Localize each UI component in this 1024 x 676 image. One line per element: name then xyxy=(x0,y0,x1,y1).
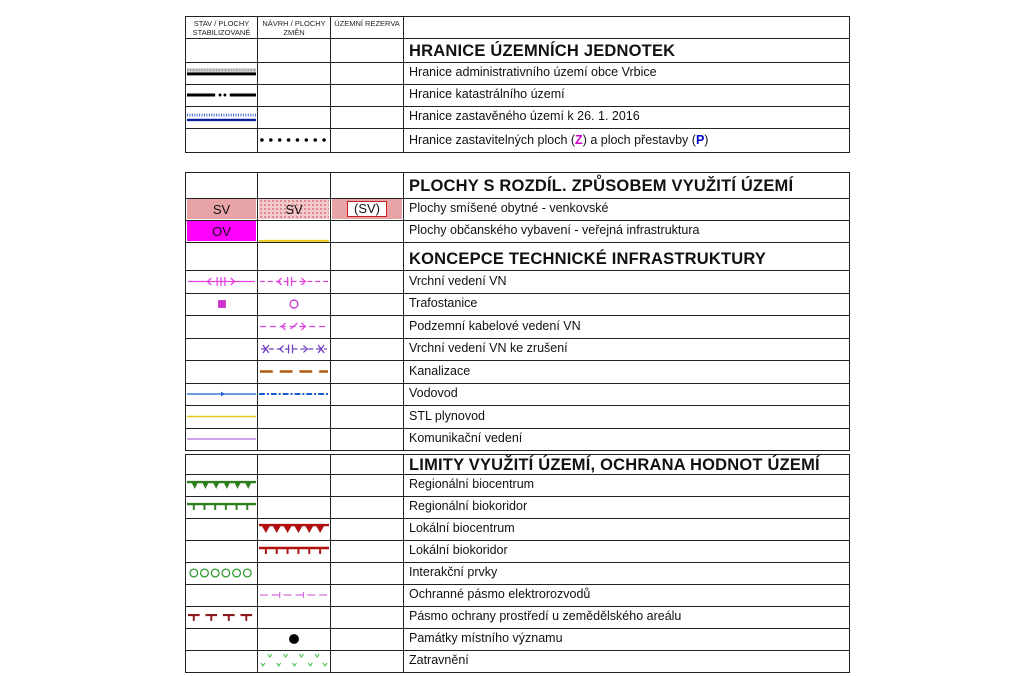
symbol-stav xyxy=(185,474,258,496)
section-row xyxy=(185,172,850,198)
transformer-station-proposed-symbol xyxy=(258,293,330,315)
legend-row xyxy=(185,428,850,450)
legend-label: Lokální biokoridor xyxy=(404,540,850,562)
sewer-symbol xyxy=(258,360,330,383)
spacer-row xyxy=(185,152,850,172)
legend-label: Regionální biocentrum xyxy=(404,474,850,496)
legend-label: Památky místního významu xyxy=(404,628,850,650)
legend-row xyxy=(185,360,850,383)
z-marker: Z xyxy=(575,133,583,147)
symbol-navrh xyxy=(258,540,331,562)
symbol-stav xyxy=(185,106,258,128)
symbol-stav xyxy=(185,383,258,405)
symbol-stav xyxy=(185,220,258,242)
legend-row xyxy=(185,293,850,315)
grassland-symbol xyxy=(258,650,330,672)
symbol-navrh xyxy=(258,198,331,220)
column-header-row xyxy=(185,16,850,38)
legend-row xyxy=(185,106,850,128)
legend-label: Interakční prvky xyxy=(404,562,850,584)
legend-row xyxy=(185,198,850,220)
sv-swatch-navrh: SV xyxy=(259,199,329,219)
legend-row xyxy=(185,270,850,293)
sv-swatch-stav: SV xyxy=(187,199,256,219)
legend-label: Vodovod xyxy=(404,383,850,405)
symbol-rezerva xyxy=(331,198,404,220)
symbol-stav xyxy=(185,62,258,84)
legend-label: Vrchní vedení VN xyxy=(404,270,850,293)
legend-row xyxy=(185,606,850,628)
legend-row xyxy=(185,128,850,152)
water-pipe-proposed-symbol xyxy=(258,383,330,405)
p-marker: P xyxy=(695,133,705,147)
legend-row xyxy=(185,650,850,672)
sv-swatch-rezerva: (SV) xyxy=(347,201,387,217)
communication-line-symbol xyxy=(186,428,257,450)
built-up-boundary-symbol xyxy=(186,106,257,128)
section-title: HRANICE ÚZEMNÍCH JEDNOTEK xyxy=(404,38,850,62)
column-header-navrh: NÁVRH / PLOCHY ZMĚN xyxy=(258,16,331,38)
power-line-proposed-symbol xyxy=(258,270,330,293)
legend-label: Komunikační vedení xyxy=(404,428,850,450)
admin-boundary-symbol xyxy=(186,62,257,84)
legend-label: Kanalizace xyxy=(404,360,850,383)
cadastral-boundary-symbol xyxy=(186,84,257,106)
legend-row xyxy=(185,562,850,584)
symbol-navrh xyxy=(258,518,331,540)
symbol-navrh xyxy=(258,315,331,338)
local-monument-symbol xyxy=(258,628,330,650)
symbol-stav xyxy=(185,270,258,293)
water-pipe-symbol xyxy=(186,383,257,405)
legend-row xyxy=(185,62,850,84)
power-protection-zone-symbol xyxy=(258,584,330,606)
legend-label: Lokální biocentrum xyxy=(404,518,850,540)
symbol-stav xyxy=(185,606,258,628)
symbol-stav xyxy=(185,84,258,106)
legend-row xyxy=(185,405,850,428)
section-title: PLOCHY S ROZDÍL. ZPŮSOBEM VYUŽITÍ ÚZEMÍ xyxy=(404,172,850,198)
regional-biocenter-symbol xyxy=(186,474,257,496)
legend-row xyxy=(185,220,850,242)
legend-label: STL plynovod xyxy=(404,405,850,428)
symbol-stav xyxy=(185,198,258,220)
symbol-navrh xyxy=(258,293,331,315)
regional-biocorridor-symbol xyxy=(186,496,257,518)
legend-label: Hranice administrativního území obce Vrbice xyxy=(404,62,850,84)
legend-row xyxy=(185,315,850,338)
legend-row xyxy=(185,474,850,496)
local-biocorridor-symbol xyxy=(258,540,330,562)
transformer-station-symbol xyxy=(186,293,257,315)
legend-row xyxy=(185,518,850,540)
legend-row xyxy=(185,84,850,106)
column-header-label xyxy=(404,16,850,38)
symbol-navrh xyxy=(258,383,331,405)
legend-label: Zatravnění xyxy=(404,650,850,672)
interaction-elements-symbol xyxy=(186,562,257,584)
symbol-navrh xyxy=(258,128,331,152)
section-row xyxy=(185,38,850,62)
section-title: LIMITY VYUŽITÍ ÚZEMÍ, OCHRANA HODNOT ÚZEMÍ xyxy=(404,454,850,474)
legend-label: Trafostanice xyxy=(404,293,850,315)
legend-row xyxy=(185,383,850,405)
ov-swatch-stav: OV xyxy=(187,221,256,241)
farm-protection-zone-symbol xyxy=(186,606,257,628)
symbol-navrh xyxy=(258,584,331,606)
buildable-boundary-symbol xyxy=(258,128,330,152)
column-header-stav: STAV / PLOCHY STABILIZOVANÉ xyxy=(185,16,258,38)
symbol-stav xyxy=(185,293,258,315)
power-line-symbol xyxy=(186,270,257,293)
legend-row xyxy=(185,338,850,360)
symbol-stav xyxy=(185,405,258,428)
section-row xyxy=(185,242,850,270)
symbol-navrh xyxy=(258,628,331,650)
symbol-navrh xyxy=(258,270,331,293)
legend-label: Plochy občanského vybavení - veřejná infrastruktura xyxy=(404,220,850,242)
symbol-navrh xyxy=(258,338,331,360)
underground-cable-symbol xyxy=(258,315,330,338)
legend-row xyxy=(185,540,850,562)
legend-label: Vrchní vedení VN ke zrušení xyxy=(404,338,850,360)
symbol-stav xyxy=(185,496,258,518)
legend-label: Podzemní kabelové vedení VN xyxy=(404,315,850,338)
legend-label: Hranice zastavěného území k 26. 1. 2016 xyxy=(404,106,850,128)
gas-pipe-symbol xyxy=(186,405,257,428)
section-title: KONCEPCE TECHNICKÉ INFRASTRUKTURY xyxy=(404,242,850,270)
symbol-navrh xyxy=(258,650,331,672)
legend-label: Hranice zastavitelných ploch (Z) a ploch přestavby (P) xyxy=(404,128,850,152)
symbol-navrh xyxy=(258,360,331,383)
local-biocenter-symbol xyxy=(258,518,330,540)
legend-row xyxy=(185,628,850,650)
column-header-rezerva: ÚZEMNÍ REZERVA xyxy=(331,16,404,38)
symbol-stav xyxy=(185,562,258,584)
legend-label: Regionální biokoridor xyxy=(404,496,850,518)
section-row xyxy=(185,454,850,474)
legend-label: Pásmo ochrany prostředí u zemědělského areálu xyxy=(404,606,850,628)
legend-label: Ochranné pásmo elektrorozvodů xyxy=(404,584,850,606)
symbol-navrh xyxy=(258,220,331,242)
legend-label: Plochy smíšené obytné - venkovské xyxy=(404,198,850,220)
legend-label: Hranice katastrálního území xyxy=(404,84,850,106)
symbol-stav xyxy=(185,428,258,450)
legend-row xyxy=(185,584,850,606)
power-line-removal-symbol xyxy=(258,338,330,360)
legend-row xyxy=(185,496,850,518)
